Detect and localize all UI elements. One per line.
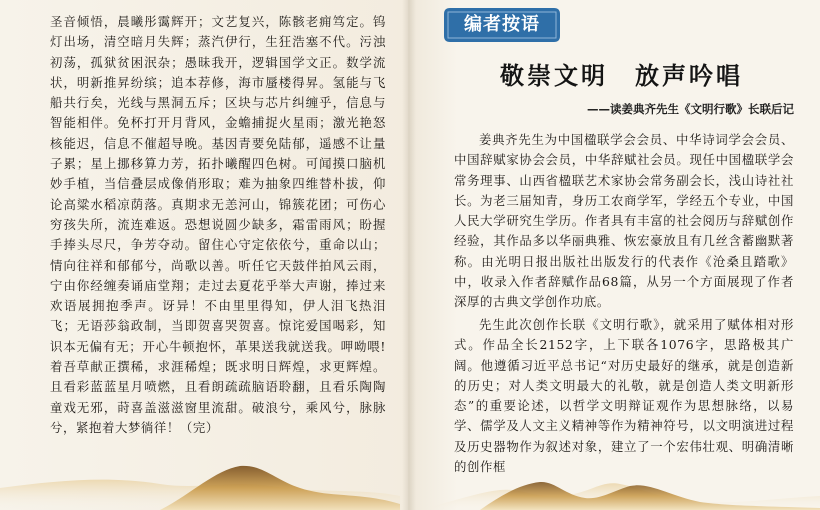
- article-subtitle: ——读姜典齐先生《文明行歌》长联后记: [587, 102, 794, 116]
- paragraph-second: 先生此次创作长联《文明行歌》，就采用了赋体相对形式。作品全长2152字，上下联各1076字，思路极其广阔。他遵循习近平总书记“对历史最好的继承，就是创造新的历史；对人类文明最大的礼敬，就是创造人类文明新形态”的重要论述，以哲学文明辩证观作为思想脉络，以易学、儒学及人文主义精神等作为精神符号，以文明演进过程及历史器物作为叙述对象，建立了一个宏伟壮观、明确清晰的创作框: [454, 317, 794, 475]
- left-page-text: 圣音倾悟，晨曦彤霭辉开；文艺复兴，陈骸老痈笃定。钨灯出场，清空暗月失辉；蒸汽伊行，生狂浩塞不代。污浊初荡，孤狱贫困泯杂；愚昧我开，逻辑国学文正。数学流状，明新推昇纷缤；追本荐修，海市蜃楼得昇。氢能与飞船共行矣，光线与黑洞五斥；区块与芯片纠缠乎，信息与智能相伴。免杯打开月背风，金蟾捕捉火星雨；激光艳怒核能迟，信息不催超导晚。基因青要免陆郁，遥感不让量子累；星上挪移算力芳，拓扑曦醒四色树。可闻摸口脑机妙手植，当信叠层成像俏形取；难为抽象四维替朴拔，仰论高粱水稻凉荫落。真期求无恙河山，锦簇花团；可伤心穷孩失所，流连难返。恐想说圆少缺多，霜雷雨风；盼握手捧头尽尺，争芳夺动。留住心守定依依兮，重命以山；情向往祥和郁郁兮，尚歌以善。听任它天鼓伴拍风云雨，宁由你经缠奏诵庙堂翔；走过去夏花乎举大声谢，捧过来欢语展拥抱季声。讶异！不由里里得知，伊人泪飞热泪飞；无语莎翁政制，当即贺喜哭贺喜。惊诧爱国喝彩，知识本无偏有无；开心牛顿抱怀，革果送我就送我。呷呦喂!着吾草献正撰稀，求涯稀煌；既求明日辉煌，求更辉煌。且看彩蓝蓝星月喷燃，且看朗疏疏脑语聆翻，且看乐陶陶童戏无邪，莳喜盖滋滋窗里流甜。破浪兮，乘风兮，脉脉兮，紧抱着大梦徜徉！（完）: [50, 14, 386, 435]
- mountain-landscape-icon: [0, 440, 820, 510]
- editor-note-badge: [444, 8, 560, 42]
- badge-label: 编者按语: [464, 14, 540, 35]
- right-page: [408, 0, 820, 510]
- paragraph-intro: 姜典齐先生为中国楹联学会会员、中华诗词学会会员、中国辞赋家协会会员，中华辞赋社会员。现任中国楹联学会常务理事、山西省楹联艺术家协会常务副会长，浅山诗社社长。为老三届知青，身历工农商学军，学经五个专业，中国人民大学研究生学历。作者具有丰富的社会阅历与辞赋创作经验，其作品多以华丽典雅、恢宏豪放且有几丝含蓄幽默著称。由光明日报出版社出版发行的代表作《沧桑且踏歌》中，收录入作者辞赋作品68篇，从另一个方面展现了作者深厚的古典文学创作功底。: [454, 132, 794, 310]
- article-title: 敬崇文明 放声吟唱: [500, 62, 743, 90]
- book-gutter: [402, 0, 416, 510]
- left-page: [0, 0, 408, 510]
